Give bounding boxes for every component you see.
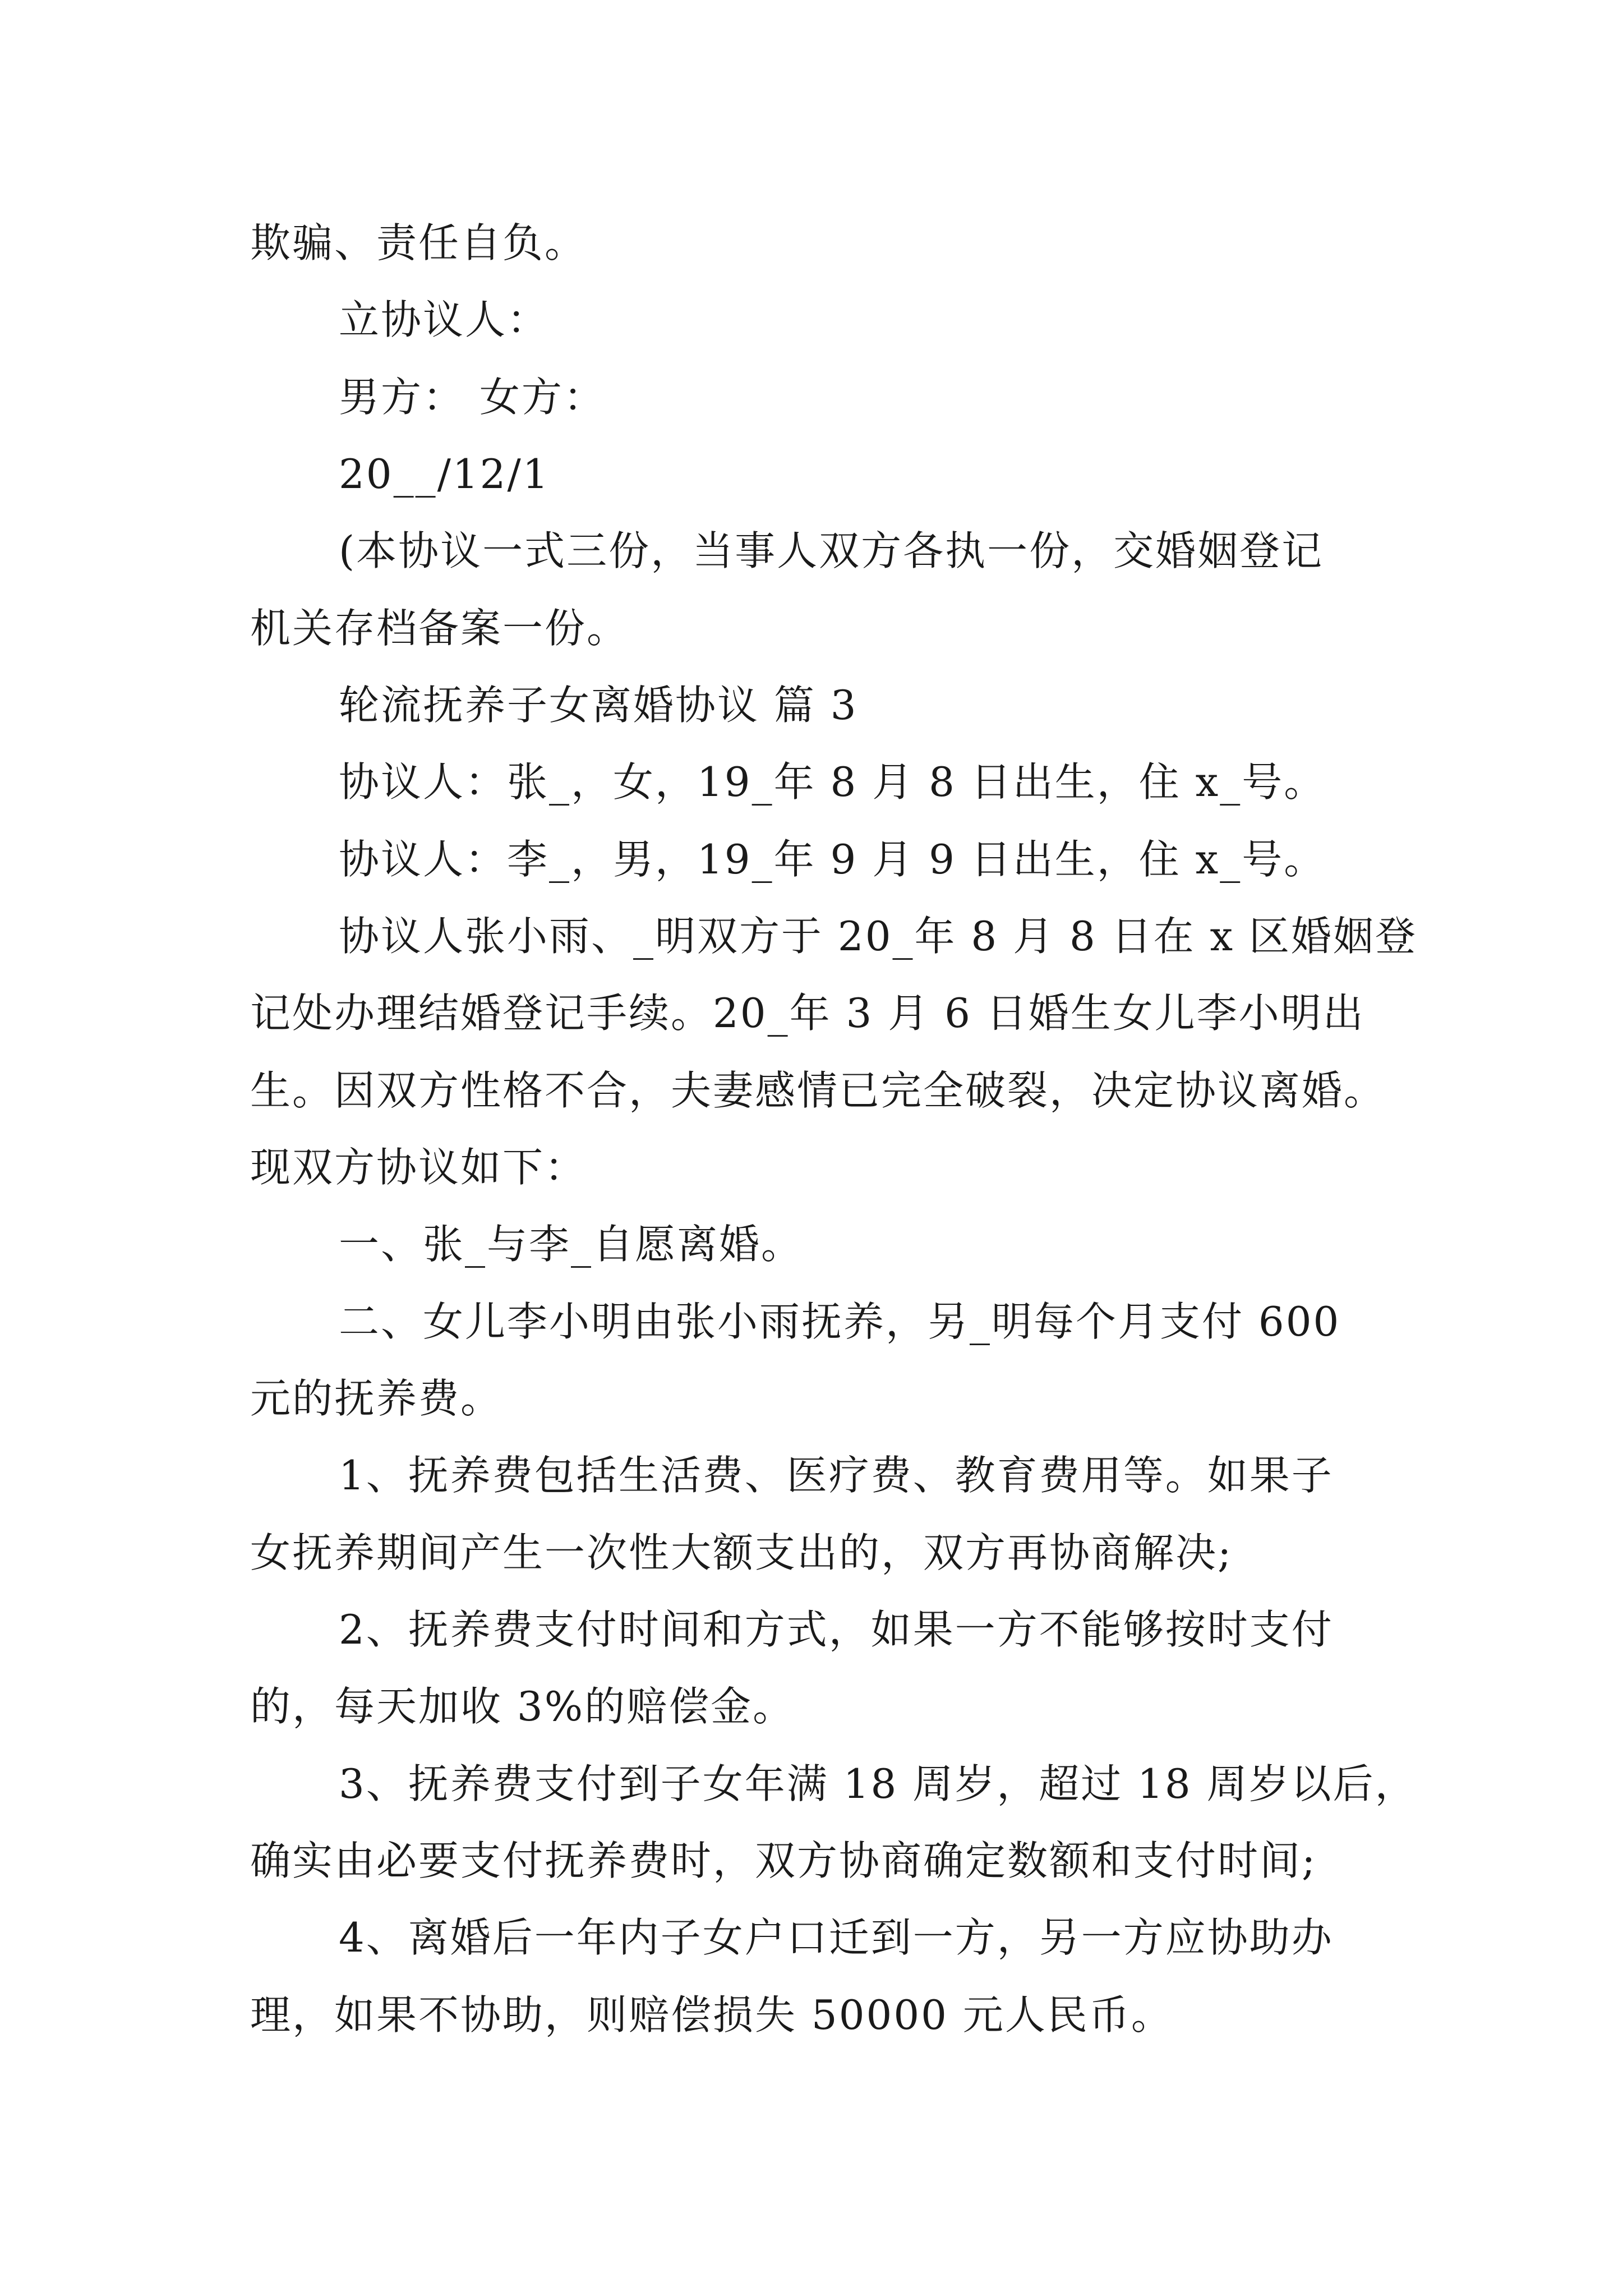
text-line: 记处办理结婚登记手续。20_年 3 月 6 日婚生女儿李小明出 xyxy=(250,990,1365,1037)
text-line: 2、抚养费支付时间和方式，如果一方不能够按时支付 xyxy=(339,1606,1334,1653)
text-line: 协议人：李_，男，19_年 9 月 9 日出生，住 x_号。 xyxy=(339,836,1326,883)
text-line: 现双方协议如下： xyxy=(250,1144,587,1191)
text-line: 女抚养期间产生一次性大额支出的，双方再协商解决; xyxy=(250,1529,1233,1576)
text-line: 3、抚养费支付到子女年满 18 周岁，超过 18 周岁以后， xyxy=(339,1760,1417,1807)
section-heading: 轮流抚养子女离婚协议 篇 3 xyxy=(339,682,858,729)
text-line: 确实由必要支付抚养费时，双方协商确定数额和支付时间; xyxy=(250,1837,1317,1884)
text-line: 20__/12/1 xyxy=(339,450,550,498)
text-line: 生。因双方性格不合，夫妻感情已完全破裂，决定协议离婚。 xyxy=(250,1067,1386,1114)
text-line: 男方： 女方： xyxy=(339,374,606,421)
text-line: 元的抚养费。 xyxy=(250,1375,503,1422)
text-line: 4、离婚后一年内子女户口迁到一方，另一方应协助办 xyxy=(339,1914,1334,1961)
text-line: 一、张_与李_自愿离婚。 xyxy=(339,1221,804,1268)
text-line: 二、女儿李小明由张小雨抚养，另_明每个月支付 600 xyxy=(339,1298,1341,1345)
text-line: 协议人张小雨、_明双方于 20_年 8 月 8 日在 x 区婚姻登 xyxy=(339,913,1418,960)
text-line: 协议人：张_，女，19_年 8 月 8 日出生，住 x_号。 xyxy=(339,758,1326,806)
text-line: 欺骗、责任自负。 xyxy=(250,219,587,266)
text-line: 理，如果不协助，则赔偿损失 50000 元人民币。 xyxy=(250,1991,1173,2039)
text-line: 1、抚养费包括生活费、医疗费、教育费用等。如果子 xyxy=(339,1452,1334,1499)
text-line: (本协议一式三份，当事人双方各执一份，交婚姻登记 xyxy=(339,527,1324,574)
text-line: 立协议人： xyxy=(339,296,550,343)
text-line: 的，每天加收 3%的赔偿金。 xyxy=(250,1683,795,1730)
text-line: 机关存档备案一份。 xyxy=(250,605,629,652)
